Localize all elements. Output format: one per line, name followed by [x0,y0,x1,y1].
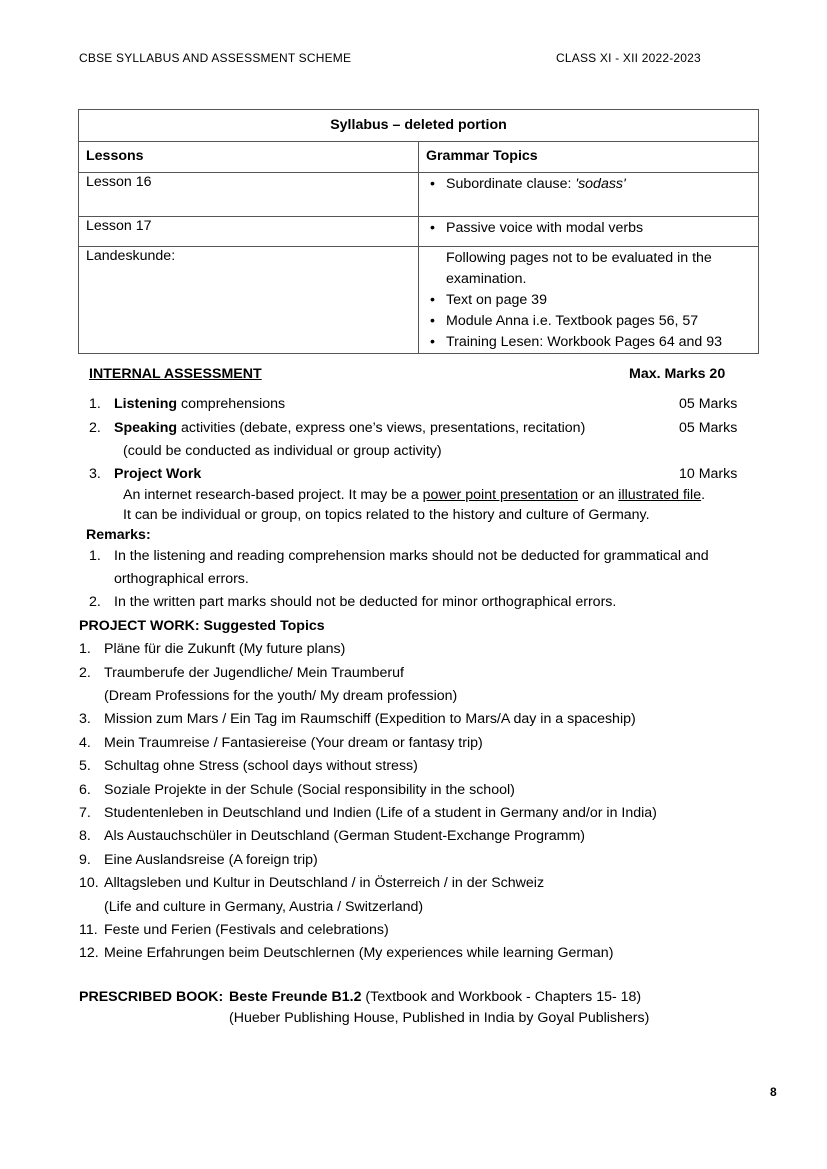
topic: Alltagsleben und Kultur in Deutschland / in Österreich / in der Schweiz [104,875,545,891]
item-number: 3. [79,711,91,727]
item-number: 6. [79,782,91,798]
item-number: 2. [89,594,101,610]
internal-heading: INTERNAL ASSESSMENT [89,366,262,382]
item-number: 2. [89,420,101,436]
remarks-heading: Remarks: [86,527,151,543]
remark-item-cont: orthographical errors. [114,571,249,587]
item-marks: 05 Marks [679,396,738,412]
assessment-item: Project Work [114,466,202,482]
item-marks: 10 Marks [679,466,738,482]
item-number: 3. [89,466,101,482]
item-number: 11. [79,922,98,938]
topic: Als Austauchschüler in Deutschland (German Student-Exchange Programm) [104,828,586,844]
remark-item: In the written part marks should not be deducted for minor orthographical errors. [114,594,617,610]
item-number: 5. [79,758,91,774]
item-marks: 05 Marks [679,420,738,436]
item-number: 7. [79,805,91,821]
topic: Schultag ohne Stress (school days without stress) [104,758,418,774]
assessment-item: Listening comprehensions [114,396,286,412]
topic: Studentenleben in Deutschland und Indien (Life of a student in Germany and/or in India) [104,805,657,821]
topic: Soziale Projekte in der Schule (Social responsibility in the school) [104,782,515,798]
topic-item: • Training Lesen: Workbook Pages 64 and 93 [446,332,751,353]
project-heading: PROJECT WORK: Suggested Topics [79,618,325,634]
assessment-item-note: (could be conducted as individual or group activity) [123,443,442,459]
topic: Feste und Ferien (Festivals and celebrations) [104,922,389,938]
topic: Pläne für die Zukunft (My future plans) [104,641,346,657]
col-lessons-header: Lessons [79,142,419,173]
project-description-2: It can be individual or group, on topics related to the history and culture of Germany. [123,507,650,523]
topic-cell [419,217,759,247]
prescribed-book: Beste Freunde B1.2 (Textbook and Workbook - Chapters 15- 18) [229,989,642,1005]
col-grammar-header: Grammar Topics [419,142,759,173]
project-description: An internet research-based project. It may be a power point presentation or an illustrated file. [123,487,706,503]
item-number: 9. [79,852,91,868]
remark-item: In the listening and reading comprehension marks should not be deducted for grammatical and [114,548,709,564]
item-number: 10. [79,875,99,891]
item-number: 1. [89,548,101,564]
topic: Traumberufe der Jugendliche/ Mein Traumberuf [104,665,404,681]
topic-item: • Subordinate clause: 'sodass' [446,174,751,195]
topic-item: • Text on page 39 [446,290,751,311]
topic-intro: Following pages not to be evaluated in the examination. [446,250,712,287]
topic-cell [419,247,759,354]
topic-translation: (Dream Professions for the youth/ My dream profession) [104,688,458,704]
item-number: 1. [89,396,101,412]
syllabus-table [78,109,759,354]
prescribed-book-label: PRESCRIBED BOOK: [79,989,224,1005]
assessment-item: Speaking activities (debate, express one’s views, presentations, recitation) [114,420,586,436]
item-number: 2. [79,665,91,681]
topic-cell [419,173,759,217]
lesson-cell: Landeskunde: [79,247,419,354]
topic-item: • Module Anna i.e. Textbook pages 56, 57 [446,311,751,332]
prescribed-book-publisher: (Hueber Publishing House, Published in India by Goyal Publishers) [229,1010,650,1026]
header-right: CLASS XI - XII 2022-2023 [556,51,701,65]
item-number: 8. [79,828,91,844]
internal-max-marks: Max. Marks 20 [629,366,726,382]
lesson-cell: Lesson 16 [79,173,419,217]
item-number: 4. [79,735,91,751]
lesson-cell: Lesson 17 [79,217,419,247]
topic-translation: (Life and culture in Germany, Austria / Switzerland) [104,899,424,915]
topic: Meine Erfahrungen beim Deutschlernen (My experiences while learning German) [104,945,614,961]
topic: Mein Traumreise / Fantasiereise (Your dream or fantasy trip) [104,735,483,751]
topic-item: • Passive voice with modal verbs [446,218,751,239]
page-number: 8 [770,1085,777,1099]
item-number: 12. [79,945,99,961]
topic: Mission zum Mars / Ein Tag im Raumschiff (Expedition to Mars/A day in a spaceship) [104,711,636,727]
topic: Eine Auslandsreise (A foreign trip) [104,852,318,868]
item-number: 1. [79,641,91,657]
syllabus-title: Syllabus – deleted portion [79,110,759,142]
header-left: CBSE SYLLABUS AND ASSESSMENT SCHEME [79,51,352,65]
